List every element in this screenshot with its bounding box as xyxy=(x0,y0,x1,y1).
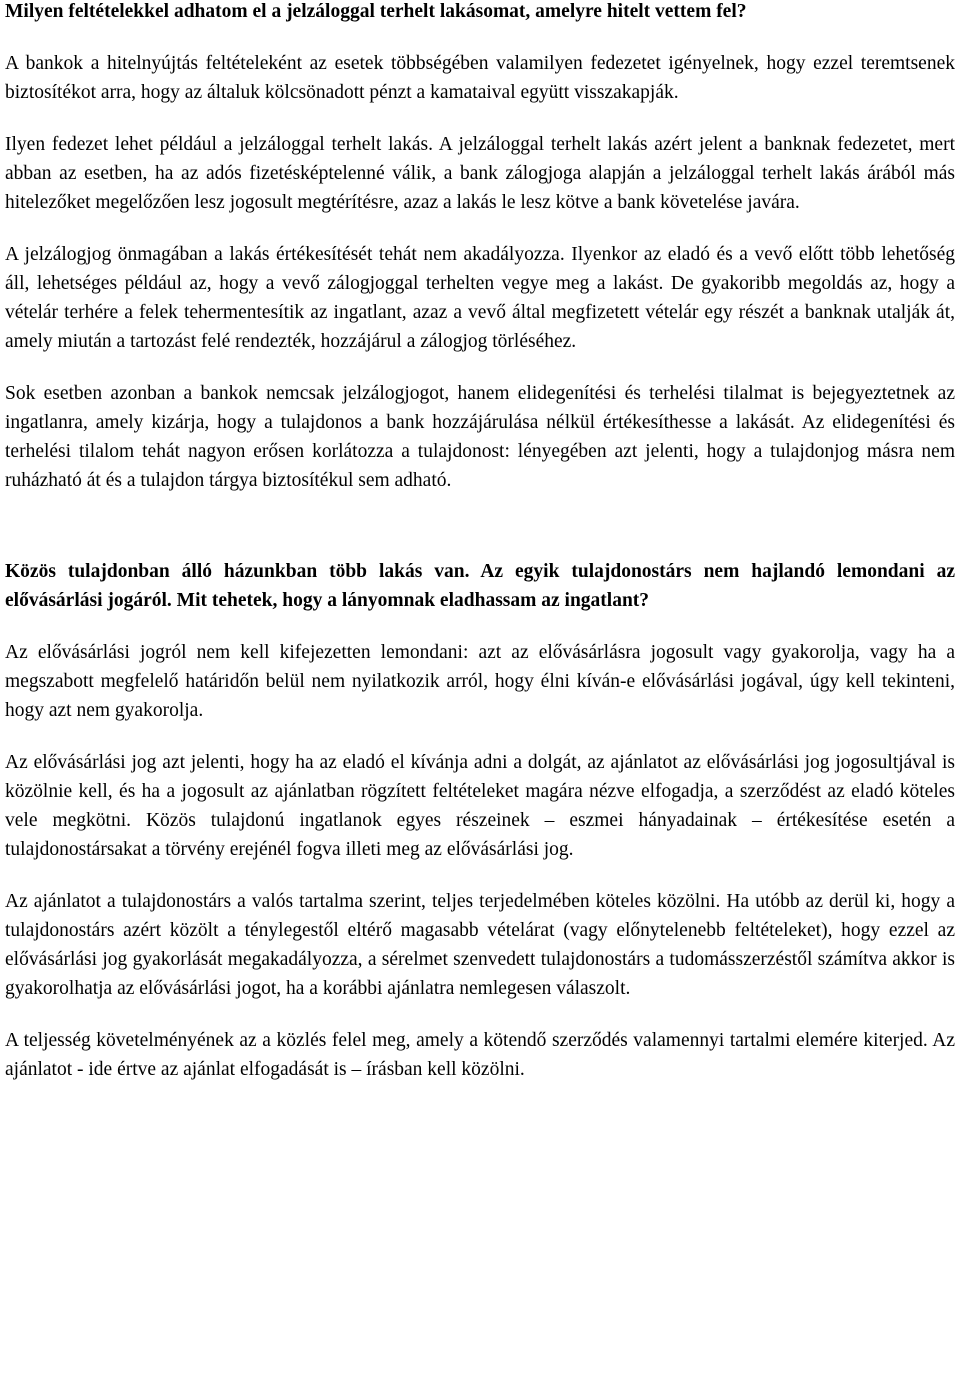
paragraph: Ilyen fedezet lehet például a jelzáloggal terhelt lakás. A jelzáloggal terhelt lakás azért jelent a banknak fedezetet, mert abban az esetben, ha az adós fizetésképtelenné válik, a bank zálogjoga alapján a jelzáloggal terhelt lakás árából más hitelezőket megelőzően lesz jogosult megtérítésre, azaz a lakás le lesz kötve a bank követelése javára. xyxy=(5,134,955,213)
paragraph: A jelzálogjog önmagában a lakás értékesítését tehát nem akadályozza. Ilyenkor az eladó és a vevő előtt több lehetőség áll, lehetséges például az, hogy a vevő zálogjoggal terhelten vegye meg a lakást. De gyakoribb megoldás az, hogy a vételár terhére a felek tehermentesítik az ingatlant, azaz a vevő által megfizetett vételár egy részét a banknak utalják át, amely miután a tartozást felé rendezték, hozzájárul a zálogjog törléséhez. xyxy=(5,244,955,352)
document-page xyxy=(5,0,955,1084)
paragraph: Sok esetben azonban a bankok nemcsak jelzálogjogot, hanem elidegenítési és terhelési tilalmat is bejegyeztetnek az ingatlanra, amely kizárja, hogy a tulajdonos a bank hozzájárulása nélkül értékesíthesse a lakását. Az elidegenítési és terhelési tilalom tehát nagyon erősen korlátozza a tulajdonost: lényegében azt jelenti, hogy a tulajdonjog másra nem ruházható át és a tulajdon tárgya biztosítékul sem adható. xyxy=(5,383,955,491)
section-heading: Milyen feltételekkel adhatom el a jelzáloggal terhelt lakásomat, amelyre hitelt vettem fel? xyxy=(5,1,747,22)
paragraph: A bankok a hitelnyújtás feltételeként az esetek többségében valamilyen fedezetet igényelnek, hogy ezzel teremtsenek biztosítékot arra, hogy az általuk kölcsönadott pénzt a kamataival együtt visszakapják. xyxy=(5,53,955,103)
paragraph: Az elővásárlási jogról nem kell kifejezetten lemondani: azt az elővásárlásra jogosult vagy gyakorolja, vagy ha a megszabott megfelelő határidőn belül nem nyilatkozik arról, hogy élni kíván-e elővásárlási jogával, úgy kell tekinteni, hogy azt nem gyakorolja. xyxy=(5,642,955,721)
paragraph: A teljesség követelményének az a közlés felel meg, amely a kötendő szerződés valamennyi tartalmi elemére kiterjed. Az ajánlatot - ide értve az ajánlat elfogadását is – írásban kell közölni. xyxy=(5,1030,955,1080)
paragraph: Az ajánlatot a tulajdonostárs a valós tartalma szerint, teljes terjedelmében köteles közölni. Ha utóbb az derül ki, hogy a tulajdonostárs azért közölt a ténylegestől eltérő magasabb vételárat (vagy előnytelenebb feltételeket), hogy ezzel az elővásárlási jog gyakorlását megakadályozza, a sérelmet szenvedett tulajdonostárs a tudomásszerzéstől számítva akkor is gyakorolhatja az elővásárlási jogot, ha a korábbi ajánlatra nemlegesen válaszolt. xyxy=(5,891,955,999)
paragraph: Az elővásárlási jog azt jelenti, hogy ha az eladó el kívánja adni a dolgát, az ajánlatot az elővásárlási jog jogosultjával is közölnie kell, és ha a jogosult az ajánlatban rögzített feltételeket magára nézve elfogadja, a szerződést az eladó köteles vele megkötni. Közös tulajdonú ingatlanok egyes részeinek – eszmei hányadainak – értékesítése esetén a tulajdonostársakat a törvény erejénél fogva illeti meg az elővásárlási jog. xyxy=(5,752,955,860)
section-heading: Közös tulajdonban álló házunkban több lakás van. Az egyik tulajdonostárs nem hajlandó lemondani az elővásárlási jogáról. Mit tehetek, hogy a lányomnak eladhassam az ingatlant? xyxy=(5,561,955,611)
